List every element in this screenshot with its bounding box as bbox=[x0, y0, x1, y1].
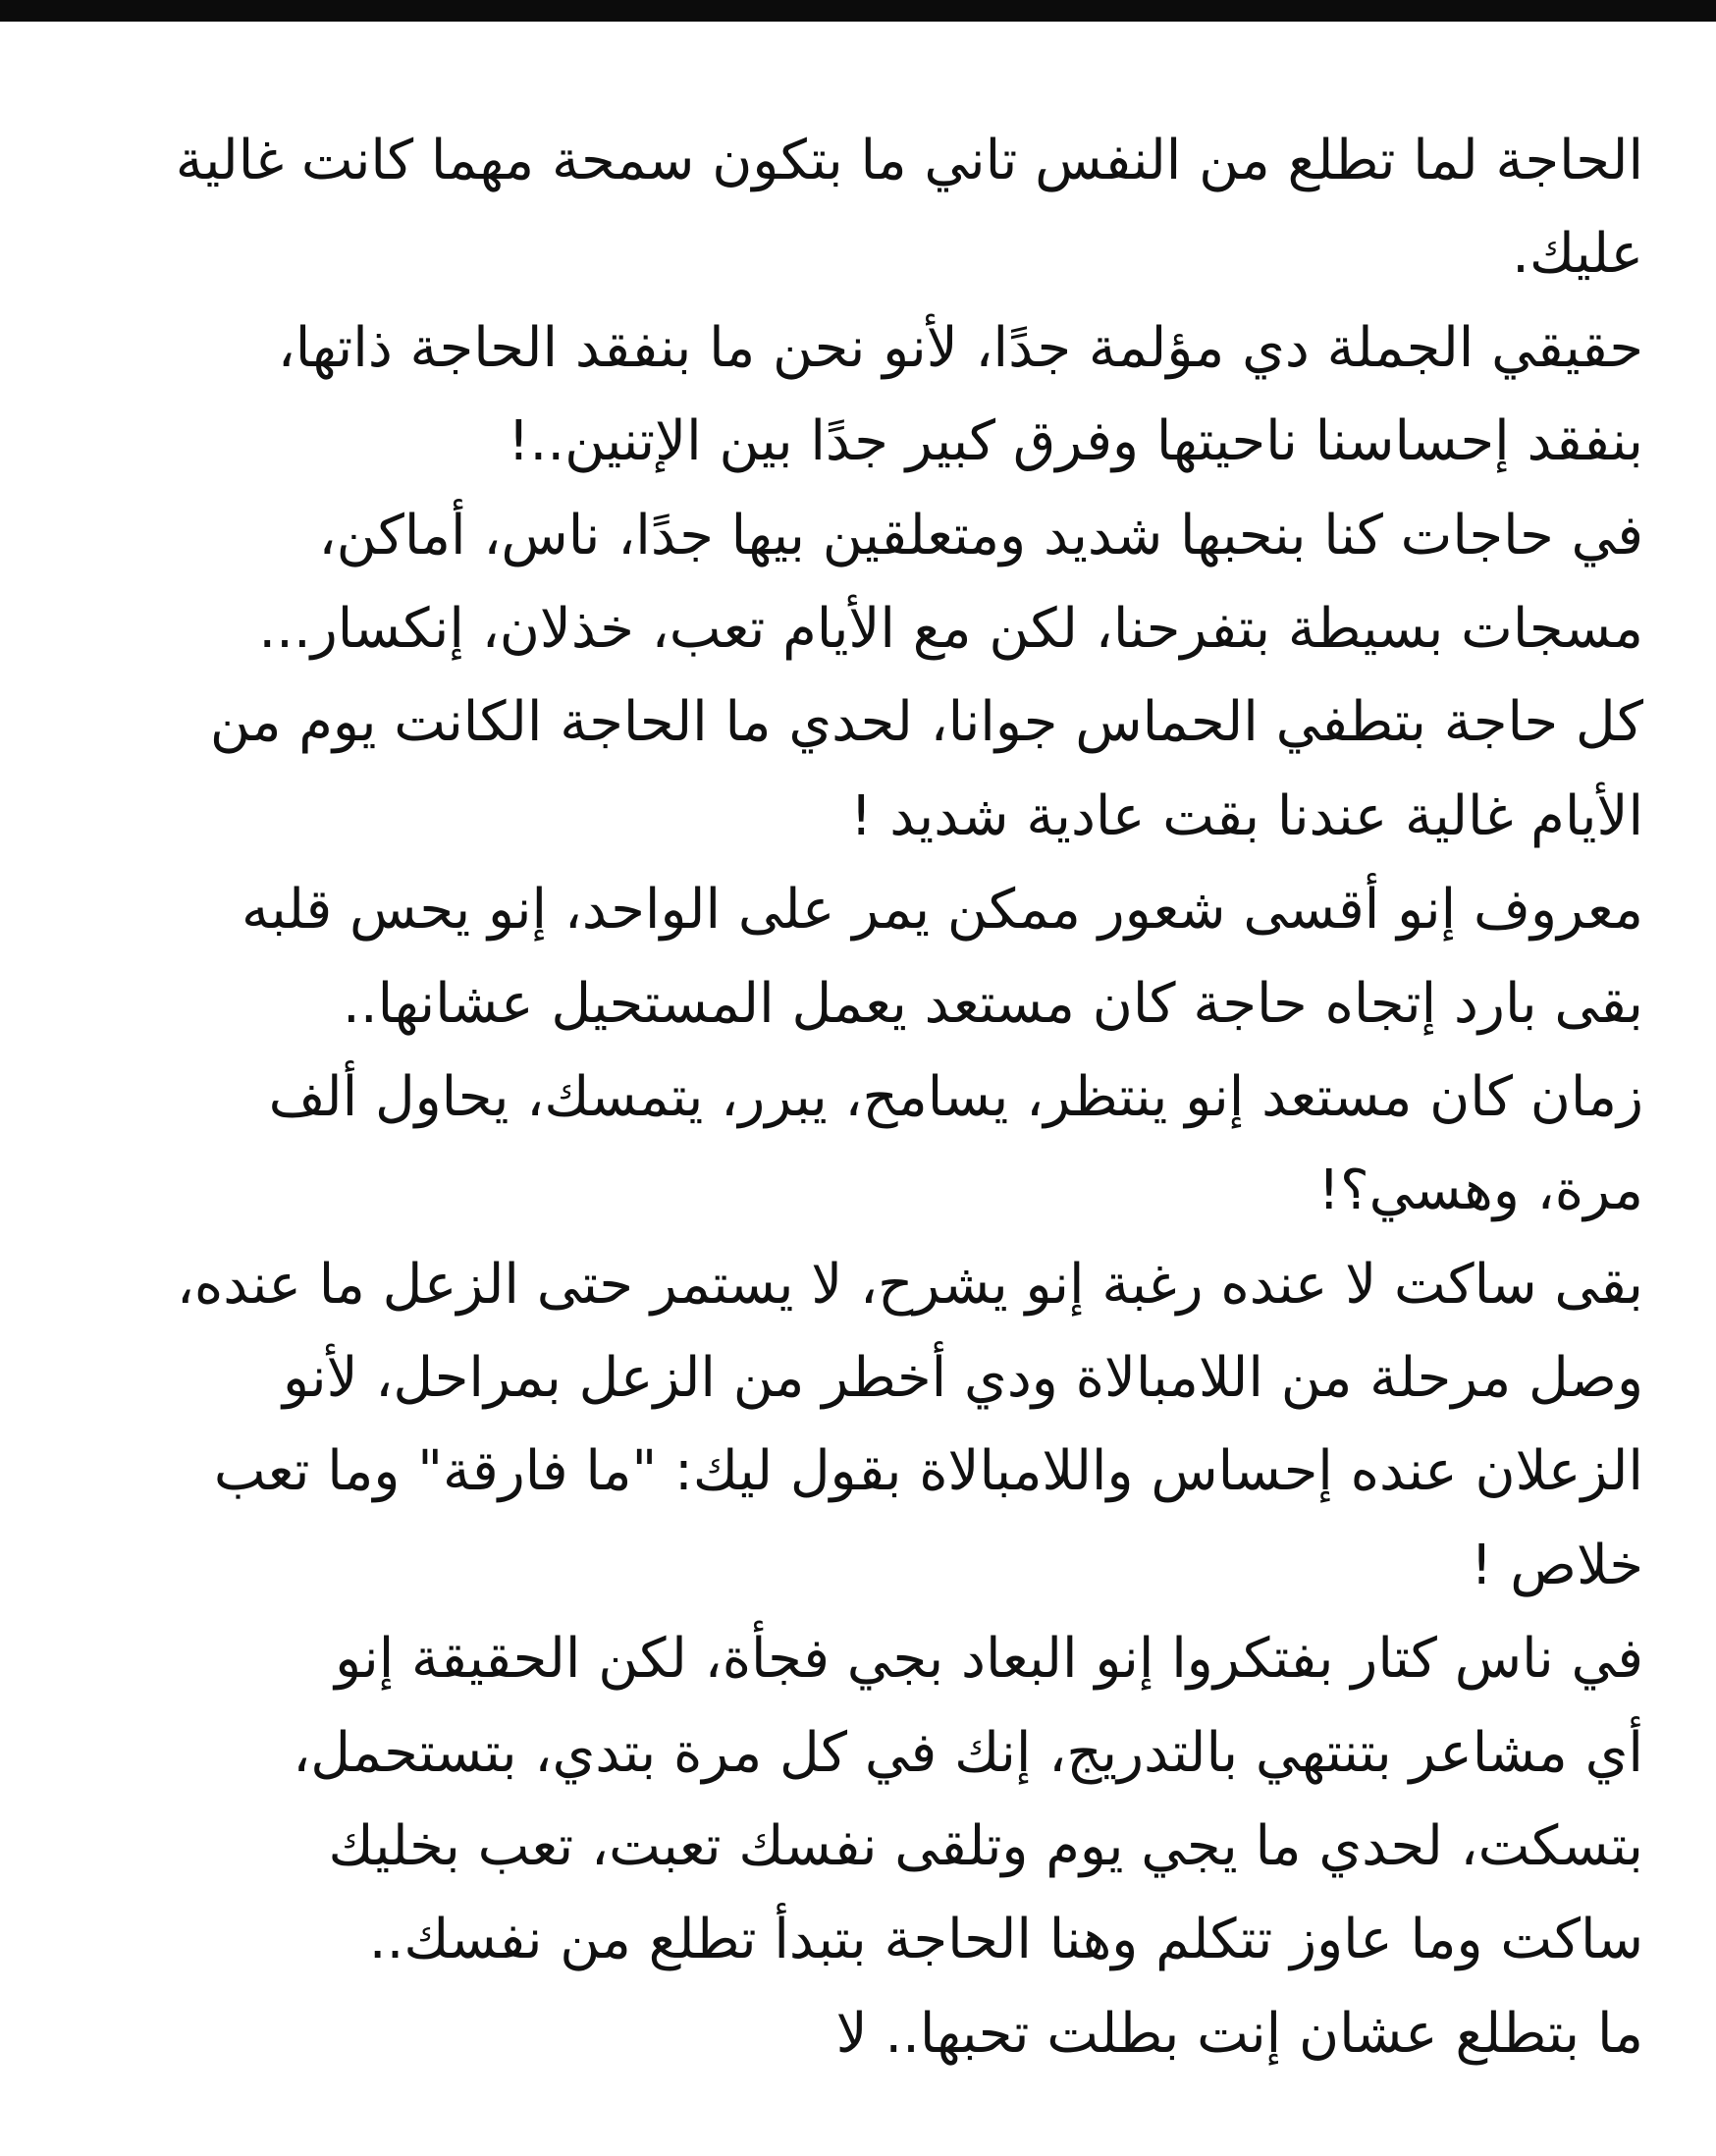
text-line: بقى بارد إتجاه حاجة كان مستعد يعمل المستحيل عشانها.. bbox=[343, 971, 1643, 1036]
text-line: كل حاجة بتطفي الحماس جوانا، لحدي ما الحاجة الكانت يوم من bbox=[209, 690, 1643, 755]
text-line: الزعلان عنده إحساس واللامبالاة بقول ليك: "ما فارقة" وما تعب bbox=[213, 1439, 1643, 1504]
text-line: معروف إنو أقسى شعور ممكن يمر على الواحد، إنو يحس قلبه bbox=[241, 878, 1643, 943]
text-line: الأيام غالية عندنا بقت عادية شديد ! bbox=[850, 783, 1643, 848]
top-status-bar bbox=[0, 0, 1716, 22]
text-line: ما بتطلع عشان إنت بطلت تحبها.. لا bbox=[835, 2001, 1643, 2066]
text-line: بنفقد إحساسنا ناحيتها وفرق كبير جدًا بين الإتنين..! bbox=[508, 409, 1643, 474]
text-line: مرة، وهسي؟! bbox=[1317, 1159, 1643, 1223]
text-line: مسجات بسيطة بتفرحنا، لكن مع الأيام تعب، خذلان، إنكسار... bbox=[258, 596, 1643, 661]
text-line: في حاجات كنا بنحبها شديد ومتعلقين بيها جدًا، ناس، أماكن، bbox=[318, 503, 1643, 567]
text-line: في ناس كتار بفتكروا إنو البعاد بجي فجأة، لكن الحقيقة إنو bbox=[335, 1627, 1643, 1692]
text-line: خلاص ! bbox=[1471, 1533, 1643, 1597]
text-line: عليك. bbox=[1512, 222, 1643, 287]
text-line: زمان كان مستعد إنو ينتظر، يسامح، يبرر، يتمسك، يحاول ألف bbox=[268, 1064, 1643, 1129]
text-line: بقى ساكت لا عنده رغبة إنو يشرح، لا يستمر حتى الزعل ما عنده، bbox=[176, 1252, 1643, 1317]
text-line: الحاجة لما تطلع من النفس تاني ما بتكون سمحة مهما كانت غالية bbox=[175, 129, 1643, 192]
text-line: ساكت وما عاوز تتكلم وهنا الحاجة بتبدأ تطلع من نفسك.. bbox=[368, 1908, 1643, 1972]
text-line: حقيقي الجملة دي مؤلمة جدًا، لأنو نحن ما بنفقد الحاجة ذاتها، bbox=[277, 315, 1643, 380]
text-line: بتسكت، لحدي ما يجي يوم وتلقى نفسك تعبت، تعب بخليك bbox=[328, 1814, 1643, 1879]
text-line: وصل مرحلة من اللامبالاة ودي أخطر من الزعل بمراحل، لأنو bbox=[283, 1346, 1643, 1411]
text-line: أي مشاعر بتنتهي بالتدريج، إنك في كل مرة بتدي، بتستحمل، bbox=[293, 1720, 1643, 1785]
post-text bbox=[77, 114, 1643, 2080]
